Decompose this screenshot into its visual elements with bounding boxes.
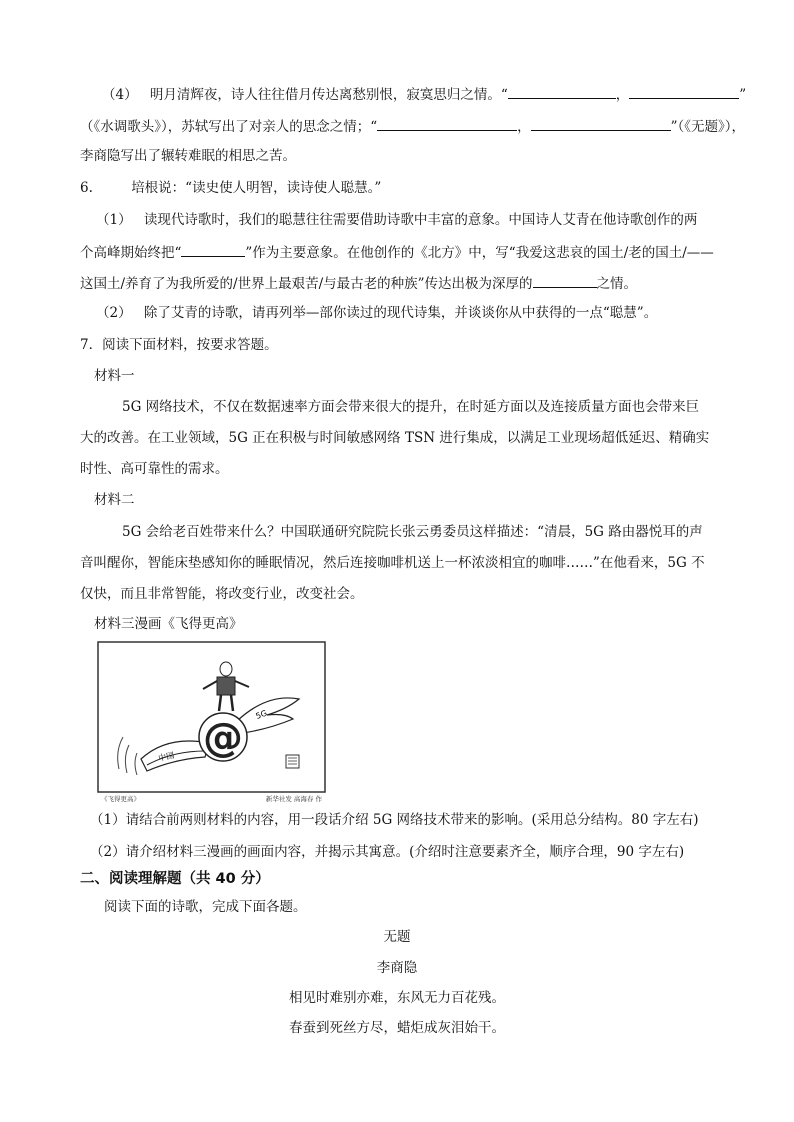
section-intro: 阅读下面的诗歌，完成下面各题。 [104,899,307,915]
q6-sub1-line1 [96,211,697,229]
answer-blank[interactable] [629,84,739,99]
answer-blank[interactable] [377,116,517,131]
sub1-label: （1） [96,212,132,228]
item4-line3: 李商隐写出了辗转难眠的相思之苦。 [80,148,296,164]
sub2-label: （2） [96,305,132,321]
q7-stem: 7．阅读下面材料，按要求答题。 [80,337,278,353]
material1-line: 大的改善。在工业领域，5G 正在积极与时间敏感网络 TSN 进行集成，以满足工业现场超低延迟、精确实 [80,430,710,446]
q7-task2: （2）请介绍材料三漫画的画面内容，并揭示其寓意。(介绍时注意要素齐全，顺序合理，90 字左右) [90,844,685,860]
sub1-text: 这国土/养育了为我所爱的/世界上最艰苦/与最古老的种族”传达出极为深厚的 [80,276,533,292]
cartoon-image [97,641,326,803]
answer-blank[interactable] [533,273,597,288]
answer-blank[interactable] [531,116,671,131]
sub1-text: 读现代诗歌时，我们的聪慧往往需要借助诗歌中丰富的意象。中国诗人艾青在他诗歌创作的两 [143,212,698,228]
poem-title: 无题 [383,929,411,945]
answer-blank[interactable] [508,84,616,99]
material1-line: 时性、高可靠性的需求。 [80,461,229,477]
wing-label-left: 中国 [157,750,176,763]
q6-sub1-line3 [80,273,637,293]
sub1-text: ”作为主要意象。在他创作的《北方》中，写“我爱这悲哀的国土/老的国土/—— [245,245,714,261]
section-heading: 二、阅读理解题（共 40 分） [80,871,270,887]
sub1-text: 之情。 [596,276,638,292]
cartoon-caption-left: 《飞得更高》 [101,795,140,803]
item4-line1 [102,84,746,104]
item4-label: （4） [102,87,138,103]
separator: ， [517,119,531,135]
person-head [220,662,232,676]
material2-line: 音叫醒你，智能床垫感知你的睡眠情况，然后连接咖啡机送上一杯浓淡相宜的咖啡……”在他看来，5G 不 [80,555,705,571]
poem-line: 相见时难别亦难，东风无力百花残。 [289,990,505,1006]
material2-line: 仅快，而且非常智能，将改变行业，改变社会。 [80,586,364,602]
q6-stem [80,179,381,197]
q6-stem-text: 培根说：“读史使人明智，读诗使人聪慧。” [131,180,382,196]
material1-line: 5G 网络技术，不仅在数据速率方面会带来很大的提升，在时延方面以及连接质量方面也会带来巨 [122,399,700,415]
wing-label-right: 5G [254,708,269,721]
material2-line: 5G 会给老百姓带来什么？中国联通研究院院长张云勇委员这样描述：“清晨，5G 路由器悦耳的声 [122,524,703,540]
material2-title: 材料二 [94,492,135,508]
item4-text: （《水调歌头》），苏轼写出了对亲人的思念之情；“ [80,119,378,135]
item4-text: ”（《无题》）， [670,119,746,135]
item4-text: 明月清辉夜，诗人往往借月传达离愁别恨，寂寞思归之情。“ [149,87,508,103]
item4-line2 [80,116,745,136]
poem-author: 李商隐 [376,960,418,976]
sub2-text: 除了艾青的诗歌，请再列举—部你读过的现代诗集，并谈谈你从中获得的一点“聪慧”。 [143,305,658,321]
q6-number: 6. [80,180,93,196]
material3-title: 材料三漫画《飞得更高》 [94,616,243,632]
q6-sub2 [96,304,657,322]
close-quote: ” [739,87,747,103]
separator: ， [615,87,630,103]
material1-title: 材料一 [94,368,135,384]
cartoon-caption-right: 新华社发 高海春 作 [265,795,322,803]
sub1-text: 个高峰期始终把“ [80,245,182,261]
answer-blank[interactable] [181,242,245,257]
poem-line: 春蚕到死丝方尽，蜡炬成灰泪始干。 [289,1020,505,1036]
q7-task1: （1）请结合前两则材料的内容，用一段话介绍 5G 网络技术带来的影响。(采用总分结构。80 字左右) [90,812,699,828]
person-body [217,677,235,695]
q6-sub1-line2 [80,242,714,262]
at-symbol: @ [203,715,243,761]
